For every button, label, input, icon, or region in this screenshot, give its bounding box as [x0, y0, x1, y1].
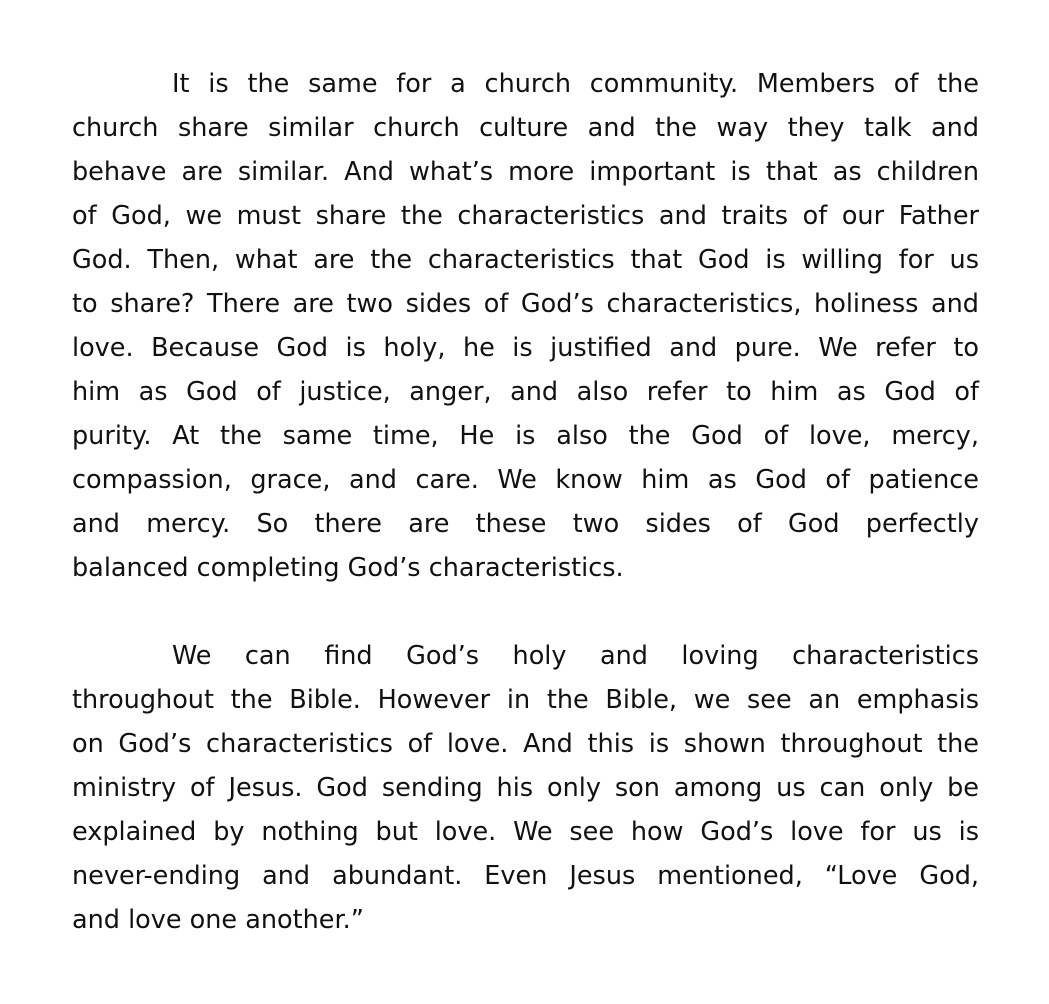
text-line: It is the same for a church community. Members of the	[172, 69, 979, 99]
text-line: throughout the Bible. However in the Bible, we see an emphasis	[72, 685, 979, 715]
text-line: him as God of justice, anger, and also refer to him as God of	[72, 377, 979, 407]
text-line: to share? There are two sides of God’s characteristics, holiness and	[72, 289, 979, 319]
paragraph-2	[72, 634, 979, 942]
text-line: behave are similar. And what’s more important is that as children	[72, 157, 979, 187]
text-line: never-ending and abundant. Even Jesus mentioned, “Love God,	[72, 861, 979, 891]
text-line: church share similar church culture and the way they talk and	[72, 113, 979, 143]
text-line: love. Because God is holy, he is justified and pure. We refer to	[72, 333, 979, 363]
text-line: explained by nothing but love. We see how God’s love for us is	[72, 817, 979, 847]
paragraph-gap	[72, 590, 979, 634]
text-line: purity. At the same time, He is also the God of love, mercy,	[72, 421, 979, 451]
text-line: God. Then, what are the characteristics that God is willing for us	[72, 245, 979, 275]
text-line: on God’s characteristics of love. And this is shown throughout the	[72, 729, 979, 759]
text-line: balanced completing God’s characteristics.	[72, 553, 624, 583]
text-line: We can find God’s holy and loving characteristics	[172, 641, 979, 671]
document-page	[72, 62, 979, 942]
paragraph-1	[72, 62, 979, 590]
text-line: and mercy. So there are these two sides of God perfectly	[72, 509, 979, 539]
text-line: of God, we must share the characteristics and traits of our Father	[72, 201, 979, 231]
text-line: compassion, grace, and care. We know him as God of patience	[72, 465, 979, 495]
text-line: ministry of Jesus. God sending his only son among us can only be	[72, 773, 979, 803]
text-line: and love one another.”	[72, 905, 364, 935]
